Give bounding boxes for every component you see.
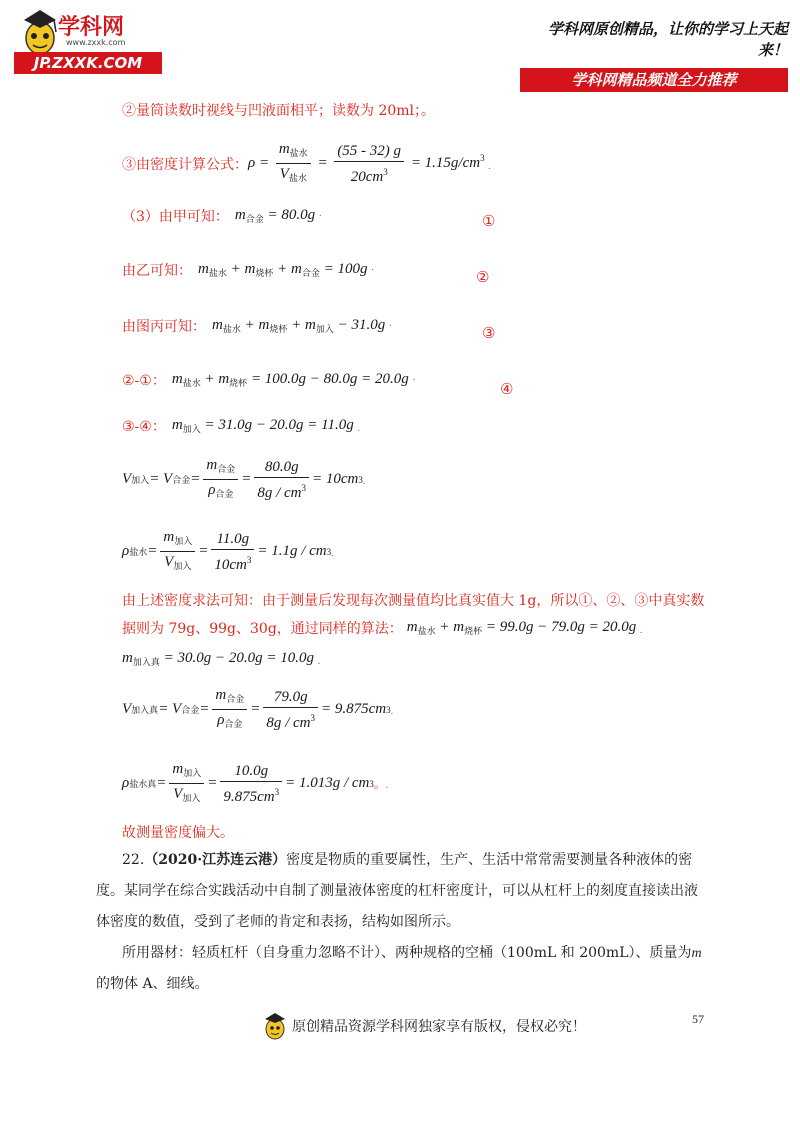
- q22-line-3: 体密度的数值，受到了老师的肯定和表扬，结构如图所示。: [96, 914, 460, 930]
- line-yi: [122, 260, 374, 280]
- line-diff-2: [122, 416, 361, 436]
- line-density-formula: [122, 140, 492, 187]
- logo-text: 学科网: [58, 15, 125, 40]
- formula-label: ③由密度计算公式：: [122, 156, 248, 173]
- eq-marker-2: ②: [476, 268, 490, 286]
- paragraph-line-2: [122, 618, 643, 638]
- q22-mass-symbol: m: [691, 946, 702, 961]
- mascot-icon: [18, 8, 62, 58]
- jia-label: （3）由甲可知：: [122, 209, 229, 225]
- diff-2-equation: $m_{加入} = 31.0g - 20.0g = 11.0g$ ˯: [171, 417, 361, 434]
- q22-line-2: 度。某同学在综合实践活动中自制了测量液体密度的杠杆密度计，可以从杠杆上的刻度直接读出液: [96, 883, 698, 899]
- logo-site-small: www.zxxk.com: [66, 38, 126, 47]
- paragraph-line-2-text: 据则为 79g、99g、30g，通过同样的算法：: [122, 621, 403, 637]
- bing-equation: $m_{盐水} + m_{烧杯} + m_{加入} - 31.0g$ ·: [212, 317, 392, 334]
- slogan-text: 学科网原创精品，让你的学习上天起来！: [547, 20, 788, 59]
- header-right: [520, 18, 788, 92]
- yi-equation: $m_{盐水} + m_{烧杯} + m_{合金} = 100g$ ·: [198, 261, 374, 278]
- footer-copyright: [262, 1012, 586, 1040]
- q22-line-5: 的物体 A、细线。: [96, 976, 209, 992]
- logo-url-bar: JP.ZXXK.COM: [14, 52, 162, 74]
- diff-1-equation: $m_{盐水} + m_{烧杯} = 100.0g - 80.0g = 20.0g$ ·: [171, 371, 416, 388]
- q22-line-4: [122, 938, 702, 969]
- q22-line-1-text: 密度是物质的重要属性，生产、生活中常常需要测量各种液体的密: [286, 852, 693, 868]
- line-mass-added-true: $m_{加入真} = 30.0g - 20.0g = 10.0g$ ˯: [122, 650, 322, 667]
- q22-line-1: [122, 845, 692, 876]
- line-volume-added-true: V 加入真 = V 合金 = $\frac{m_{合金}}{\rho_{合金}}$ = $\frac{79.0g}{8g / cm^3}$ = 9.875cm 3 ˯: [122, 687, 394, 731]
- yi-label: 由乙可知：: [122, 263, 192, 279]
- page-number: 57: [692, 1012, 704, 1026]
- paragraph-line-1: 由上述密度求法可知：由于测量后发现每次测量值均比真实值大 1g，所以①、②、③中真实数: [122, 593, 705, 609]
- question-22: [96, 845, 702, 1000]
- line-rho-saltwater: ρ 盐水 = $\frac{m_{加入}}{V_{加入}}$ = $\frac{11.0g}{10cm^3}$ = 1.1g / cm 3 ˯: [122, 529, 335, 573]
- line-bing: [122, 316, 391, 336]
- copyright-text: 原创精品资源学科网独家享有版权，侵权必究！: [292, 1019, 586, 1035]
- line-jia: [122, 206, 321, 226]
- recommend-banner: 学科网精品频道全力推荐: [520, 68, 788, 92]
- eq-marker-4: ④: [500, 380, 514, 398]
- formula-expression: ρ = $\frac{m_{盐水}}{V_{盐水}}$ = $\frac{(55 - 32) g}{20cm^3}$ = $1.15g/cm^3$ ˯: [248, 141, 492, 185]
- paragraph-equation: $m_{盐水} + m_{烧杯} = 99.0g - 79.0g = 20.0g$ ˯: [406, 619, 644, 636]
- line-rho-true: ρ 盐水真 = $\frac{m_{加入}}{V_{加入}}$ = $\frac{10.0g}{9.875cm^3}$ = 1.013g / cm 3 。 ˯: [122, 761, 390, 805]
- bing-label: 由图丙可知：: [122, 319, 206, 335]
- jia-equation: $m_{合金} = 80.0g$ ·: [234, 207, 322, 224]
- q22-number: 22.: [122, 852, 145, 868]
- conclusion-text: 故测量密度偏大。: [122, 825, 234, 841]
- line-cylinder-reading: ②量筒读数时视线与凹液面相平；读数为 20ml；。: [122, 103, 436, 119]
- q22-line-4-text: 所用器材：轻质杠杆（自身重力忽略不计）、两种规格的空桶（100mL 和 200mL）、质量为: [122, 945, 692, 961]
- diff-1-label: ②-①：: [122, 373, 166, 389]
- eq-marker-1: ①: [482, 212, 496, 230]
- eq-marker-3: ③: [482, 324, 496, 342]
- line-volume-added: V 加入 = V 合金 = $\frac{m_{合金}}{\rho_{合金}}$ = $\frac{80.0g}{8g / cm^3}$ = 10cm 3 ˯: [122, 457, 367, 501]
- line-diff-1: [122, 370, 415, 390]
- q22-source: （2020·江苏连云港）: [144, 852, 287, 868]
- mascot-icon: [262, 1012, 288, 1040]
- diff-2-label: ③-④：: [122, 419, 166, 435]
